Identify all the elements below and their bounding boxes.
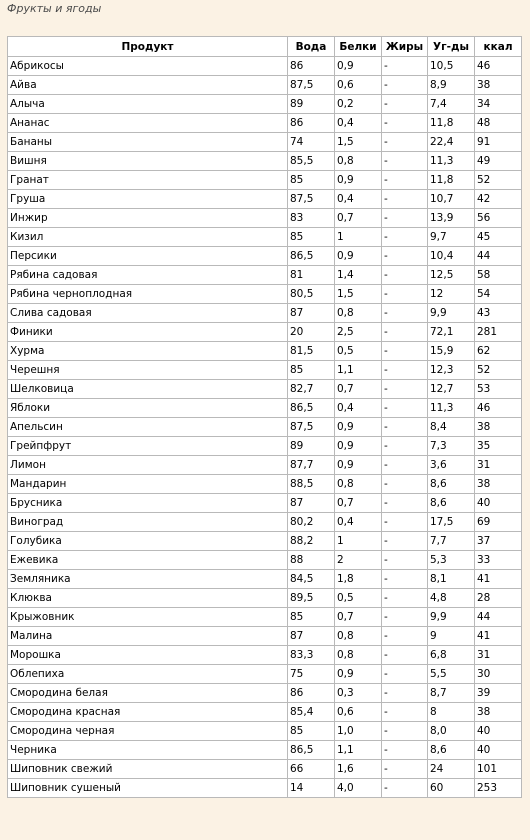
cell-carbs: 10,4 <box>428 247 475 266</box>
table-row <box>8 285 521 304</box>
cell-product: Бананы <box>8 133 288 152</box>
cell-fat: - <box>382 342 428 361</box>
cell-fat: - <box>382 114 428 133</box>
cell-protein: 0,9 <box>335 418 382 437</box>
cell-kcal: 62 <box>475 342 521 361</box>
cell-protein: 0,8 <box>335 304 382 323</box>
table-row <box>8 114 521 133</box>
cell-carbs: 11,3 <box>428 152 475 171</box>
cell-protein: 0,8 <box>335 475 382 494</box>
cell-protein: 1,1 <box>335 741 382 760</box>
cell-fat: - <box>382 684 428 703</box>
cell-carbs: 3,6 <box>428 456 475 475</box>
cell-product: Рябина садовая <box>8 266 288 285</box>
cell-protein: 0,8 <box>335 646 382 665</box>
cell-fat: - <box>382 551 428 570</box>
cell-fat: - <box>382 703 428 722</box>
cell-kcal: 41 <box>475 627 521 646</box>
table-row <box>8 570 521 589</box>
header-product: Продукт <box>8 37 288 57</box>
table-row <box>8 380 521 399</box>
cell-product: Шиповник свежий <box>8 760 288 779</box>
section-title: Фрукты и ягоды <box>7 2 102 15</box>
table-row <box>8 779 521 797</box>
cell-product: Персики <box>8 247 288 266</box>
cell-fat: - <box>382 209 428 228</box>
cell-protein: 0,4 <box>335 114 382 133</box>
cell-fat: - <box>382 779 428 797</box>
cell-protein: 0,7 <box>335 380 382 399</box>
cell-fat: - <box>382 665 428 684</box>
table-header-row <box>8 37 521 57</box>
cell-protein: 0,4 <box>335 190 382 209</box>
cell-carbs: 12 <box>428 285 475 304</box>
cell-carbs: 10,7 <box>428 190 475 209</box>
cell-water: 86,5 <box>288 247 335 266</box>
cell-water: 87,5 <box>288 190 335 209</box>
cell-carbs: 4,8 <box>428 589 475 608</box>
cell-product: Смородина черная <box>8 722 288 741</box>
table-row <box>8 418 521 437</box>
cell-carbs: 7,3 <box>428 437 475 456</box>
header-water: Вода <box>288 37 335 57</box>
table-row <box>8 646 521 665</box>
cell-carbs: 8,4 <box>428 418 475 437</box>
cell-carbs: 8,0 <box>428 722 475 741</box>
cell-kcal: 33 <box>475 551 521 570</box>
table-row <box>8 304 521 323</box>
cell-water: 80,2 <box>288 513 335 532</box>
cell-protein: 0,7 <box>335 608 382 627</box>
cell-protein: 0,4 <box>335 513 382 532</box>
cell-fat: - <box>382 418 428 437</box>
cell-kcal: 37 <box>475 532 521 551</box>
cell-product: Земляника <box>8 570 288 589</box>
cell-product: Морошка <box>8 646 288 665</box>
cell-water: 85,4 <box>288 703 335 722</box>
cell-fat: - <box>382 152 428 171</box>
cell-water: 86,5 <box>288 399 335 418</box>
cell-product: Шелковица <box>8 380 288 399</box>
cell-carbs: 8,6 <box>428 475 475 494</box>
cell-carbs: 9,9 <box>428 608 475 627</box>
cell-protein: 0,5 <box>335 342 382 361</box>
cell-product: Груша <box>8 190 288 209</box>
cell-product: Апельсин <box>8 418 288 437</box>
cell-product: Кизил <box>8 228 288 247</box>
cell-product: Ананас <box>8 114 288 133</box>
cell-fat: - <box>382 760 428 779</box>
table-row <box>8 323 521 342</box>
table-body <box>8 57 521 797</box>
cell-water: 82,7 <box>288 380 335 399</box>
cell-protein: 0,9 <box>335 665 382 684</box>
cell-fat: - <box>382 266 428 285</box>
cell-carbs: 72,1 <box>428 323 475 342</box>
cell-water: 86 <box>288 57 335 76</box>
cell-kcal: 41 <box>475 570 521 589</box>
cell-protein: 0,9 <box>335 171 382 190</box>
cell-protein: 0,9 <box>335 57 382 76</box>
cell-fat: - <box>382 57 428 76</box>
cell-kcal: 40 <box>475 741 521 760</box>
cell-fat: - <box>382 437 428 456</box>
cell-carbs: 11,8 <box>428 171 475 190</box>
cell-protein: 0,9 <box>335 456 382 475</box>
cell-carbs: 7,7 <box>428 532 475 551</box>
cell-water: 81,5 <box>288 342 335 361</box>
cell-kcal: 44 <box>475 608 521 627</box>
table-row <box>8 722 521 741</box>
table-row <box>8 494 521 513</box>
cell-protein: 0,8 <box>335 627 382 646</box>
cell-water: 85,5 <box>288 152 335 171</box>
cell-water: 20 <box>288 323 335 342</box>
cell-fat: - <box>382 247 428 266</box>
table-row <box>8 437 521 456</box>
cell-fat: - <box>382 494 428 513</box>
cell-protein: 0,4 <box>335 399 382 418</box>
cell-water: 87,5 <box>288 76 335 95</box>
cell-carbs: 6,8 <box>428 646 475 665</box>
cell-water: 88,5 <box>288 475 335 494</box>
table-row <box>8 665 521 684</box>
cell-product: Айва <box>8 76 288 95</box>
cell-water: 85 <box>288 171 335 190</box>
cell-water: 87,5 <box>288 418 335 437</box>
header-kcal: ккал <box>475 37 521 57</box>
table-row <box>8 133 521 152</box>
cell-carbs: 8,9 <box>428 76 475 95</box>
cell-carbs: 24 <box>428 760 475 779</box>
cell-water: 83,3 <box>288 646 335 665</box>
cell-product: Шиповник сушеный <box>8 779 288 797</box>
cell-carbs: 10,5 <box>428 57 475 76</box>
cell-fat: - <box>382 133 428 152</box>
cell-water: 87 <box>288 627 335 646</box>
cell-kcal: 28 <box>475 589 521 608</box>
cell-carbs: 7,4 <box>428 95 475 114</box>
cell-kcal: 35 <box>475 437 521 456</box>
cell-protein: 2 <box>335 551 382 570</box>
cell-carbs: 13,9 <box>428 209 475 228</box>
table-row <box>8 399 521 418</box>
cell-fat: - <box>382 171 428 190</box>
cell-kcal: 281 <box>475 323 521 342</box>
cell-protein: 1,8 <box>335 570 382 589</box>
cell-protein: 0,3 <box>335 684 382 703</box>
cell-kcal: 31 <box>475 456 521 475</box>
cell-kcal: 48 <box>475 114 521 133</box>
cell-kcal: 46 <box>475 399 521 418</box>
cell-water: 75 <box>288 665 335 684</box>
table-row <box>8 475 521 494</box>
cell-fat: - <box>382 646 428 665</box>
cell-carbs: 12,5 <box>428 266 475 285</box>
table-row <box>8 456 521 475</box>
cell-carbs: 17,5 <box>428 513 475 532</box>
cell-product: Крыжовник <box>8 608 288 627</box>
cell-kcal: 53 <box>475 380 521 399</box>
cell-kcal: 49 <box>475 152 521 171</box>
cell-product: Яблоки <box>8 399 288 418</box>
cell-fat: - <box>382 513 428 532</box>
cell-fat: - <box>382 532 428 551</box>
cell-fat: - <box>382 228 428 247</box>
cell-carbs: 8,1 <box>428 570 475 589</box>
cell-water: 81 <box>288 266 335 285</box>
table-row <box>8 684 521 703</box>
cell-product: Грейпфрут <box>8 437 288 456</box>
cell-carbs: 60 <box>428 779 475 797</box>
cell-kcal: 69 <box>475 513 521 532</box>
header-protein: Белки <box>335 37 382 57</box>
cell-product: Виноград <box>8 513 288 532</box>
table-row <box>8 57 521 76</box>
cell-kcal: 54 <box>475 285 521 304</box>
cell-water: 89 <box>288 437 335 456</box>
cell-fat: - <box>382 627 428 646</box>
cell-protein: 2,5 <box>335 323 382 342</box>
cell-protein: 1,0 <box>335 722 382 741</box>
cell-product: Лимон <box>8 456 288 475</box>
cell-kcal: 42 <box>475 190 521 209</box>
cell-carbs: 15,9 <box>428 342 475 361</box>
cell-kcal: 30 <box>475 665 521 684</box>
header-carbs: Уг-ды <box>428 37 475 57</box>
cell-carbs: 9,7 <box>428 228 475 247</box>
cell-protein: 1,1 <box>335 361 382 380</box>
cell-water: 14 <box>288 779 335 797</box>
table-row <box>8 190 521 209</box>
cell-carbs: 8,7 <box>428 684 475 703</box>
cell-water: 88,2 <box>288 532 335 551</box>
table-row <box>8 171 521 190</box>
cell-fat: - <box>382 741 428 760</box>
cell-fat: - <box>382 456 428 475</box>
cell-fat: - <box>382 304 428 323</box>
cell-fat: - <box>382 399 428 418</box>
table-row <box>8 95 521 114</box>
table-row <box>8 741 521 760</box>
cell-product: Клюква <box>8 589 288 608</box>
table-row <box>8 361 521 380</box>
cell-protein: 4,0 <box>335 779 382 797</box>
cell-fat: - <box>382 570 428 589</box>
cell-protein: 0,9 <box>335 437 382 456</box>
cell-water: 87 <box>288 494 335 513</box>
cell-protein: 0,7 <box>335 209 382 228</box>
header-fat: Жиры <box>382 37 428 57</box>
cell-kcal: 31 <box>475 646 521 665</box>
cell-protein: 0,7 <box>335 494 382 513</box>
cell-water: 80,5 <box>288 285 335 304</box>
cell-fat: - <box>382 95 428 114</box>
cell-product: Голубика <box>8 532 288 551</box>
cell-product: Хурма <box>8 342 288 361</box>
cell-product: Смородина красная <box>8 703 288 722</box>
cell-kcal: 45 <box>475 228 521 247</box>
cell-kcal: 40 <box>475 494 521 513</box>
cell-kcal: 44 <box>475 247 521 266</box>
cell-fat: - <box>382 722 428 741</box>
cell-fat: - <box>382 361 428 380</box>
cell-fat: - <box>382 608 428 627</box>
cell-kcal: 91 <box>475 133 521 152</box>
cell-kcal: 253 <box>477 782 498 794</box>
table-row <box>8 342 521 361</box>
cell-carbs: 22,4 <box>428 133 475 152</box>
cell-product: Вишня <box>8 152 288 171</box>
cell-carbs: 5,3 <box>428 551 475 570</box>
table-row <box>8 76 521 95</box>
cell-protein: 1,6 <box>335 760 382 779</box>
cell-carbs: 11,3 <box>428 399 475 418</box>
table-row <box>8 551 521 570</box>
cell-water: 88 <box>288 551 335 570</box>
cell-water: 85 <box>288 228 335 247</box>
table-row <box>8 627 521 646</box>
cell-product: Черника <box>8 741 288 760</box>
cell-water: 86 <box>288 114 335 133</box>
cell-water: 86,5 <box>288 741 335 760</box>
cell-product: Финики <box>8 323 288 342</box>
cell-protein: 1,4 <box>335 266 382 285</box>
cell-fat: - <box>382 475 428 494</box>
cell-product: Рябина черноплодная <box>8 285 288 304</box>
cell-protein: 0,9 <box>335 247 382 266</box>
cell-carbs: 5,5 <box>428 665 475 684</box>
cell-protein: 1,5 <box>335 133 382 152</box>
cell-water: 89 <box>288 95 335 114</box>
table-row <box>8 608 521 627</box>
cell-kcal: 52 <box>475 171 521 190</box>
cell-product: Черешня <box>8 361 288 380</box>
cell-carbs: 12,7 <box>428 380 475 399</box>
cell-product: Мандарин <box>8 475 288 494</box>
table-row <box>8 228 521 247</box>
cell-water: 74 <box>288 133 335 152</box>
cell-water: 85 <box>288 722 335 741</box>
table-row <box>8 760 521 779</box>
table-row <box>8 152 521 171</box>
cell-protein: 0,5 <box>335 589 382 608</box>
cell-kcal: 56 <box>475 209 521 228</box>
cell-protein: 0,6 <box>335 76 382 95</box>
table-row <box>8 209 521 228</box>
cell-protein: 0,8 <box>335 152 382 171</box>
cell-fat: - <box>382 76 428 95</box>
cell-protein: 1,5 <box>335 285 382 304</box>
cell-carbs: 9 <box>428 627 475 646</box>
nutrition-table <box>7 36 522 798</box>
table-row <box>8 703 521 722</box>
cell-kcal: 43 <box>475 304 521 323</box>
cell-product: Алыча <box>8 95 288 114</box>
cell-product: Гранат <box>8 171 288 190</box>
cell-protein: 1 <box>335 532 382 551</box>
cell-product: Ежевика <box>8 551 288 570</box>
cell-carbs: 11,8 <box>428 114 475 133</box>
table-row <box>8 589 521 608</box>
table-row <box>8 513 521 532</box>
cell-protein: 0,2 <box>335 95 382 114</box>
cell-water: 87,7 <box>288 456 335 475</box>
cell-carbs: 8,6 <box>428 494 475 513</box>
cell-product: Брусника <box>8 494 288 513</box>
cell-carbs: 12,3 <box>428 361 475 380</box>
cell-carbs: 8 <box>428 703 475 722</box>
table-row <box>8 247 521 266</box>
cell-product: Абрикосы <box>8 57 288 76</box>
cell-fat: - <box>382 323 428 342</box>
cell-fat: - <box>382 380 428 399</box>
cell-fat: - <box>382 589 428 608</box>
cell-water: 66 <box>288 760 335 779</box>
cell-water: 87 <box>288 304 335 323</box>
cell-water: 86 <box>288 684 335 703</box>
cell-carbs: 8,6 <box>428 741 475 760</box>
table-row <box>8 266 521 285</box>
cell-protein: 1 <box>335 228 382 247</box>
cell-kcal: 40 <box>475 722 521 741</box>
cell-kcal: 101 <box>475 760 521 779</box>
cell-kcal: 38 <box>475 703 521 722</box>
cell-kcal: 46 <box>475 57 521 76</box>
cell-product: Малина <box>8 627 288 646</box>
cell-kcal: 34 <box>475 95 521 114</box>
cell-kcal: 52 <box>475 361 521 380</box>
cell-carbs: 9,9 <box>428 304 475 323</box>
cell-water: 83 <box>288 209 335 228</box>
cell-kcal: 38 <box>475 418 521 437</box>
cell-product: Облепиха <box>8 665 288 684</box>
cell-water: 89,5 <box>288 589 335 608</box>
table-row <box>8 532 521 551</box>
cell-fat: - <box>382 190 428 209</box>
cell-kcal: 39 <box>475 684 521 703</box>
cell-kcal: 38 <box>475 475 521 494</box>
cell-protein: 0,6 <box>335 703 382 722</box>
cell-water: 85 <box>288 608 335 627</box>
cell-product: Слива садовая <box>8 304 288 323</box>
cell-water: 84,5 <box>288 570 335 589</box>
cell-product: Смородина белая <box>8 684 288 703</box>
cell-fat: - <box>382 285 428 304</box>
cell-kcal: 38 <box>475 76 521 95</box>
cell-water: 85 <box>288 361 335 380</box>
cell-kcal: 58 <box>475 266 521 285</box>
cell-product: Инжир <box>8 209 288 228</box>
